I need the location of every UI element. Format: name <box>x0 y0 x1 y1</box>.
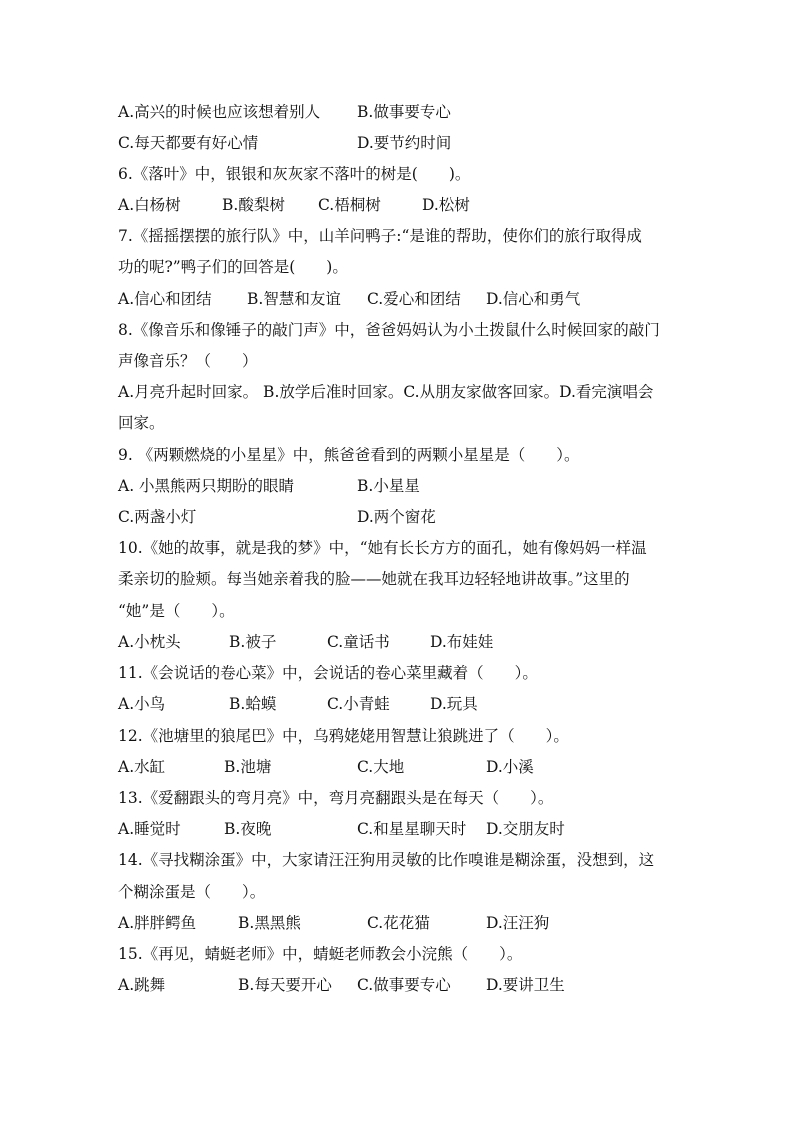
question-10-stem-line-2: 柔亲切的脸颊。每当她亲着我的脸——她就在我耳边轻轻地讲故事。”这里的 <box>118 570 630 588</box>
question-12-option-d: D.小溪 <box>486 758 534 776</box>
question-15-option-d: D.要讲卫生 <box>486 976 565 994</box>
question-9-option-a: A. 小黑熊两只期盼的眼睛 <box>118 477 295 495</box>
question-8-options-line-1: A.月亮升起时回家。 B.放学后准时回家。C.从朋友家做客回家。D.看完演唱会 <box>118 383 654 401</box>
question-12-stem: 12.《池塘里的狼尾巴》中，乌鸦姥姥用智慧让狼跳进了（ ）。 <box>118 727 569 745</box>
question-15-option-c: C.做事要专心 <box>357 976 451 994</box>
option-b: B.做事要专心 <box>357 103 451 121</box>
question-10-option-d: D.布娃娃 <box>430 633 494 651</box>
question-14-option-a: A.胖胖鳄鱼 <box>118 914 197 932</box>
question-11-option-d: D.玩具 <box>430 695 478 713</box>
question-7-option-c: C.爱心和团结 <box>367 290 461 308</box>
question-12-option-a: A.水缸 <box>118 758 166 776</box>
question-10-stem-line-3: “她”是（ ）。 <box>118 602 235 620</box>
question-13-option-a: A.睡觉时 <box>118 820 181 838</box>
question-11-option-b: B.蛤蟆 <box>229 695 277 713</box>
question-13-stem: 13.《爱翻跟头的弯月亮》中，弯月亮翻跟头是在每天（ ）。 <box>118 789 554 807</box>
question-9-option-c: C.两盏小灯 <box>118 508 197 526</box>
question-14-option-c: C.花花猫 <box>367 914 430 932</box>
question-12-option-c: C.大地 <box>357 758 405 776</box>
question-14-option-d: D.汪汪狗 <box>486 914 550 932</box>
question-6-option-b: B.酸梨树 <box>222 196 285 214</box>
question-9-option-b: B.小星星 <box>357 477 420 495</box>
question-6-option-d: D.松树 <box>422 196 470 214</box>
question-14-option-b: B.黑黑熊 <box>238 914 301 932</box>
question-6-option-c: C.梧桐树 <box>318 196 381 214</box>
question-13-option-d: D.交朋友时 <box>486 820 565 838</box>
question-14-stem-line-2: 个糊涂蛋是（ ）。 <box>118 883 266 901</box>
question-14-stem-line-1: 14.《寻找糊涂蛋》中，大家请汪汪狗用灵敏的比作嗅谁是糊涂蛋，没想到，这 <box>118 851 655 869</box>
question-7-option-a: A.信心和团结 <box>118 290 212 308</box>
option-d: D.要节约时间 <box>357 134 452 152</box>
question-11-option-a: A.小鸟 <box>118 695 166 713</box>
question-11-stem: 11.《会说话的卷心菜》中，会说话的卷心菜里藏着（ ）。 <box>118 664 538 682</box>
question-6-option-a: A.白杨树 <box>118 196 181 214</box>
question-8-options-line-2: 回家。 <box>118 414 165 432</box>
question-12-option-b: B.池塘 <box>224 758 272 776</box>
question-13-option-c: C.和星星聊天时 <box>357 820 467 838</box>
question-7-option-b: B.智慧和友谊 <box>247 290 341 308</box>
question-7-stem-line-1: 7.《摇摇摆摆的旅行队》中，山羊问鸭子:“是谁的帮助，使你们的旅行取得成 <box>118 227 642 245</box>
question-10-option-a: A.小枕头 <box>118 633 181 651</box>
question-8-stem-line-2: 声像音乐？（ ） <box>118 352 258 370</box>
question-11-option-c: C.小青蛙 <box>327 695 390 713</box>
question-15-stem: 15.《再见，蜻蜓老师》中，蜻蜓老师教会小浣熊（ ）。 <box>118 945 523 963</box>
question-10-stem-line-1: 10.《她的故事，就是我的梦》中，“她有长长方方的面孔，她有像妈妈一样温 <box>118 539 647 557</box>
question-9-stem: 9. 《两颗燃烧的小星星》中，熊爸爸看到的两颗小星星是（ ）。 <box>118 446 580 464</box>
question-13-option-b: B.夜晚 <box>224 820 272 838</box>
option-c: C.每天都要有好心情 <box>118 134 259 152</box>
question-8-stem-line-1: 8.《像音乐和像锤子的敲门声》中，爸爸妈妈认为小土拨鼠什么时候回家的敲门 <box>118 321 660 339</box>
question-7-option-d: D.信心和勇气 <box>486 290 581 308</box>
question-10-option-c: C.童话书 <box>327 633 390 651</box>
question-15-option-a: A.跳舞 <box>118 976 166 994</box>
question-6-stem: 6.《落叶》中，银银和灰灰家不落叶的树是( )。 <box>118 165 471 183</box>
question-9-option-d: D.两个窗花 <box>357 508 436 526</box>
option-a: A.高兴的时候也应该想着别人 <box>118 103 321 121</box>
question-7-stem-line-2: 功的呢?”鸭子们的回答是( )。 <box>118 258 348 276</box>
question-15-option-b: B.每天要开心 <box>238 976 332 994</box>
question-10-option-b: B.被子 <box>229 633 277 651</box>
